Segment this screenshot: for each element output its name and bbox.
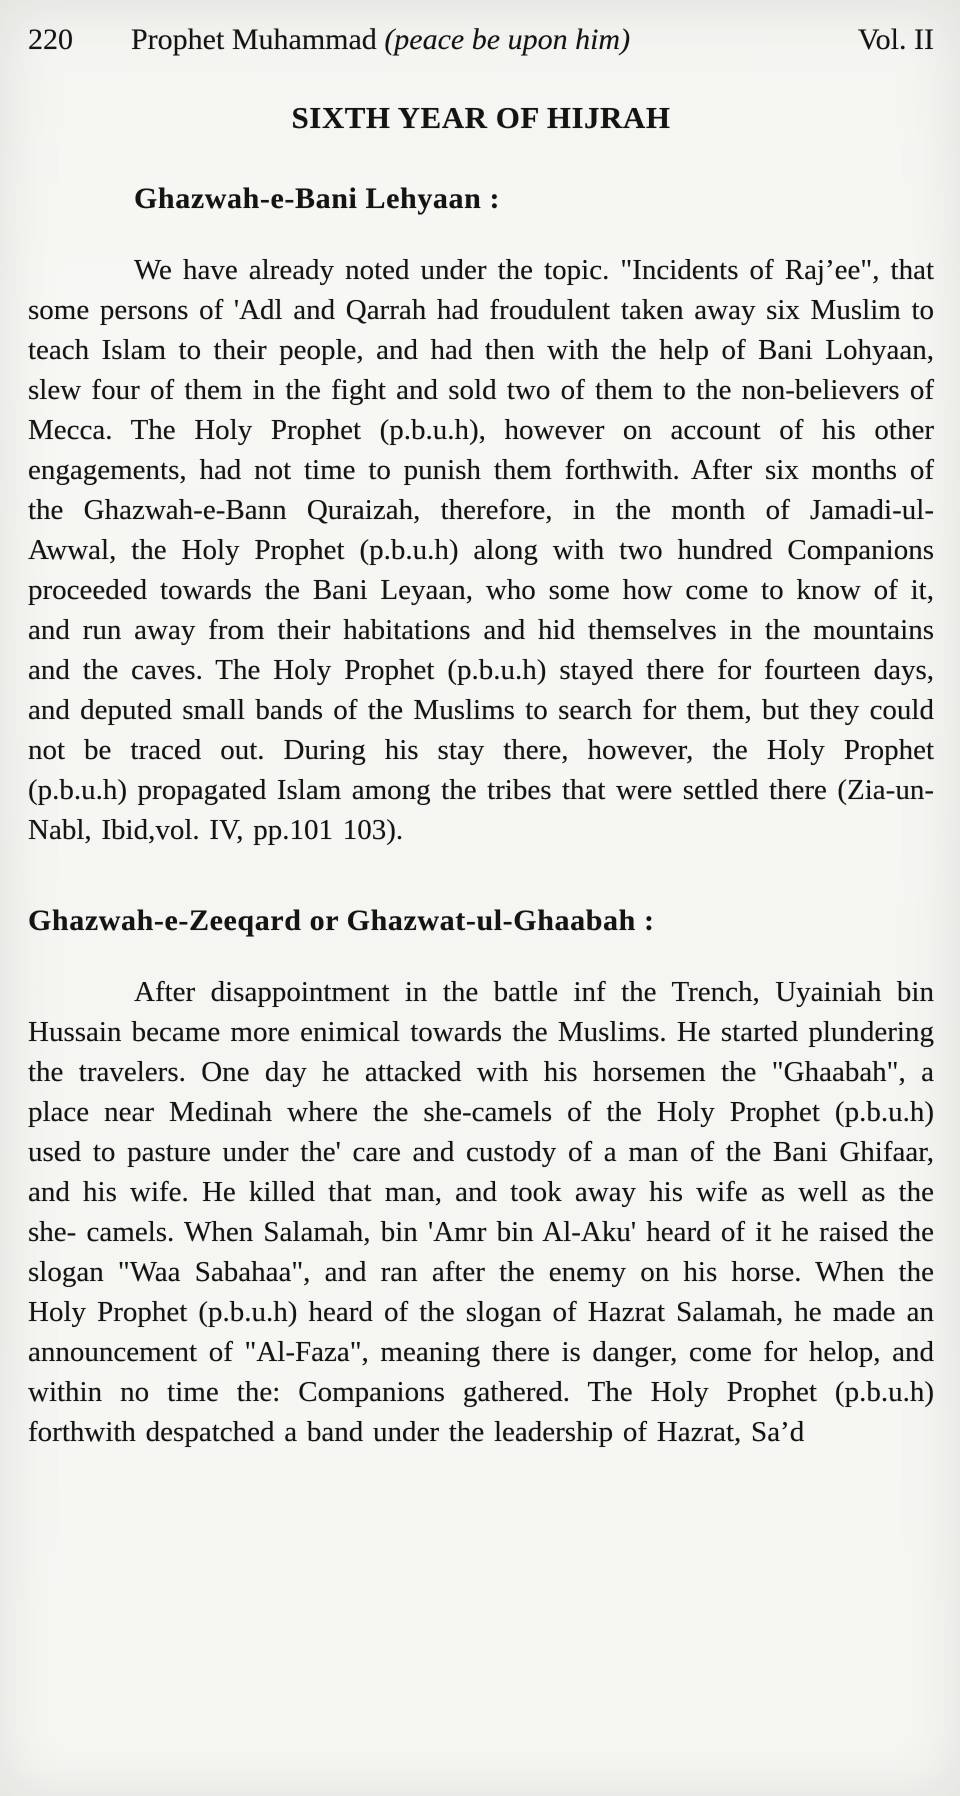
section-heading-zeeqard: Ghazwah-e-Zeeqard or Ghazwat-ul-Ghaabah : [28, 904, 655, 937]
chapter-heading: SIXTH YEAR OF HIJRAH [291, 100, 671, 135]
page-number: 220 [28, 23, 73, 56]
section-heading-bani-lehyaan: Ghazwah-e-Bani Lehyaan : [134, 182, 501, 215]
book-title-honorific: (peace be upon him) [384, 23, 631, 56]
book-title [131, 22, 630, 58]
book-title-main: Prophet Muhammad [131, 23, 385, 56]
running-header [28, 22, 934, 58]
volume-label: Vol. II [857, 23, 934, 56]
section-paragraph-bani-lehyaan: We have already noted under the topic. "Incidents of Raj’ee", that some persons of 'Adl and Qarrah had froudulent taken away six Muslim to teach Islam to their people, and had then with the help of Bani Lohyaan, slew four of them in the fight and sold two of them to the non-believers of Mecca. The Holy Prophet (p.b.u.h), however on account of his other engagements, had not time to punish them forthwith. After six months of the Ghazwah-e-Bann Quraizah, therefore, in the month of Jamadi-ul-Awwal, the Holy Prophet (p.b.u.h) along with two hundred Companions proceeded towards the Bani Leyaan, who some how come to know of it, and run away from their habitations and hid themselves in the mountains and the caves. The Holy Prophet (p.b.u.h) stayed there for fourteen days, and deputed small bands of the Muslims to search for them, but they could not be traced out. During his stay there, however, the Holy Prophet (p.b.u.h) propagated Islam among the tribes that were settled there (Zia-un-Nabl, Ibid,vol. IV, pp.101 103). [28, 254, 934, 846]
section-paragraph-zeeqard: After disappointment in the battle inf the Trench, Uyainiah bin Hussain became more enimical towards the Muslims. He started plundering the travelers. One day he attacked with his horsemen the "Ghaabah", a place near Medinah where the she-camels of the Holy Prophet (p.b.u.h) used to pasture under the' care and custody of a man of the Bani Ghifaar, and his wife. He killed that man, and took away his wife as well as the she- camels. When Salamah, bin 'Amr bin Al-Aku' heard of it he raised the slogan "Waa Sabahaa", and ran after the enemy on his horse. When the Holy Prophet (p.b.u.h) heard of the slogan of Hazrat Salamah, he made an announcement of "Al-Faza", meaning there is danger, come for helop, and within no time the: Companions gathered. The Holy Prophet (p.b.u.h) forthwith despatched a band under the leadership of Hazrat, Sa’d [28, 976, 934, 1448]
